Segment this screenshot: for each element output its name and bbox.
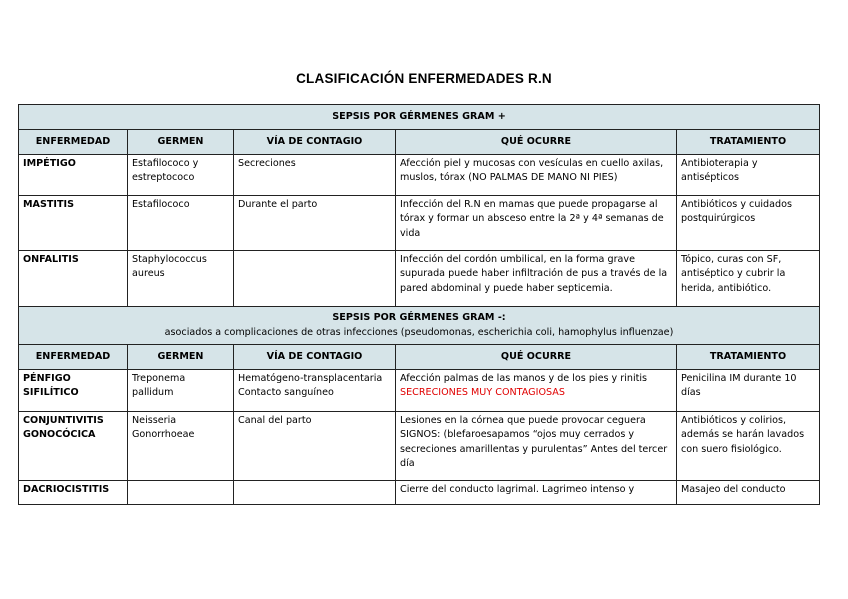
col-header-tratamiento: TRATAMIENTO xyxy=(677,345,820,370)
cell-enfermedad: DACRIOCISTITIS xyxy=(19,481,128,505)
cell-enfermedad: PÉNFIGO SIFILÍTICO xyxy=(19,370,128,412)
cell-ocurre: Infección del cordón umbilical, en la forma grave supurada puede haber infiltración de pus a través de la pared abdominal y puede haber septicemia. xyxy=(396,251,677,307)
section-subtitle: asociados a complicaciones de otras infecciones (pseudomonas, escherichia coli, hamophylus influenzae) xyxy=(164,326,674,338)
cell-germen: Treponema pallidum xyxy=(128,370,234,412)
cell-tratamiento: Antibióticos y cuidados postquirúrgicos xyxy=(677,196,820,251)
col-header-via: VÍA DE CONTAGIO xyxy=(234,345,396,370)
cell-tratamiento: Tópico, curas con SF, antiséptico y cubrir la herida, antibiótico. xyxy=(677,251,820,307)
col-header-ocurre: QUÉ OCURRE xyxy=(396,130,677,155)
cell-via: Secreciones xyxy=(234,155,396,196)
cell-germen xyxy=(128,481,234,505)
cell-tratamiento: Penicilina IM durante 10 días xyxy=(677,370,820,412)
section-title: SEPSIS POR GÉRMENES GRAM + xyxy=(332,110,506,122)
cell-ocurre: Afección piel y mucosas con vesículas en cuello axilas, muslos, tórax (NO PALMAS DE MANO NI PIES) xyxy=(396,155,677,196)
col-header-enfermedad: ENFERMEDAD xyxy=(19,345,128,370)
diseases-table xyxy=(18,104,820,505)
cell-germen: Staphylococcus aureus xyxy=(128,251,234,307)
cell-tratamiento: Antibioterapia y antisépticos xyxy=(677,155,820,196)
cell-tratamiento: Masajeo del conducto xyxy=(677,481,820,505)
table-row xyxy=(19,251,820,307)
cell-enfermedad: CONJUNTIVITIS GONOCÓCICA xyxy=(19,412,128,481)
cell-enfermedad: IMPÉTIGO xyxy=(19,155,128,196)
col-header-germen: GERMEN xyxy=(128,130,234,155)
cell-via xyxy=(234,251,396,307)
cell-ocurre: Infección del R.N en mamas que puede propagarse al tórax y formar un absceso entre la 2ª y 4ª semanas de vida xyxy=(396,196,677,251)
cell-ocurre: Cierre del conducto lagrimal. Lagrimeo intenso y xyxy=(396,481,677,505)
cell-via: Canal del parto xyxy=(234,412,396,481)
section-heading-gram-positive xyxy=(19,105,820,130)
column-header-row xyxy=(19,345,820,370)
col-header-ocurre: QUÉ OCURRE xyxy=(396,345,677,370)
cell-germen: Estafilococo xyxy=(128,196,234,251)
cell-via: Hematógeno-transplacentaria Contacto sanguíneo xyxy=(234,370,396,412)
cell-via: Durante el parto xyxy=(234,196,396,251)
table-row xyxy=(19,155,820,196)
table-row xyxy=(19,370,820,412)
col-header-enfermedad: ENFERMEDAD xyxy=(19,130,128,155)
contagion-warning: SECRECIONES MUY CONTAGIOSAS xyxy=(400,387,565,399)
section-title: SEPSIS POR GÉRMENES GRAM -: xyxy=(332,312,506,324)
cell-germen: Estafilococo y estreptococo xyxy=(128,155,234,196)
document-title: CLASIFICACIÓN ENFERMEDADES R.N xyxy=(296,71,552,86)
column-header-row xyxy=(19,130,820,155)
table-row xyxy=(19,196,820,251)
cell-ocurre xyxy=(396,370,677,412)
cell-ocurre: Lesiones en la córnea que puede provocar ceguera SIGNOS: (blefaroesapamos “ojos muy cerrados y secreciones amarillentas y purulentas” Antes del tercer día xyxy=(396,412,677,481)
cell-germen: Neisseria Gonorrhoeae xyxy=(128,412,234,481)
col-header-via: VÍA DE CONTAGIO xyxy=(234,130,396,155)
table-row xyxy=(19,481,820,505)
cell-enfermedad: ONFALITIS xyxy=(19,251,128,307)
cell-tratamiento: Antibióticos y colirios, además se harán lavados con suero fisiológico. xyxy=(677,412,820,481)
ocurre-text: Afección palmas de las manos y de los pies y rinitis xyxy=(400,373,648,384)
col-header-germen: GERMEN xyxy=(128,345,234,370)
table-row xyxy=(19,412,820,481)
section-heading-gram-negative xyxy=(19,307,820,345)
cell-via xyxy=(234,481,396,505)
col-header-tratamiento: TRATAMIENTO xyxy=(677,130,820,155)
cell-enfermedad: MASTITIS xyxy=(19,196,128,251)
